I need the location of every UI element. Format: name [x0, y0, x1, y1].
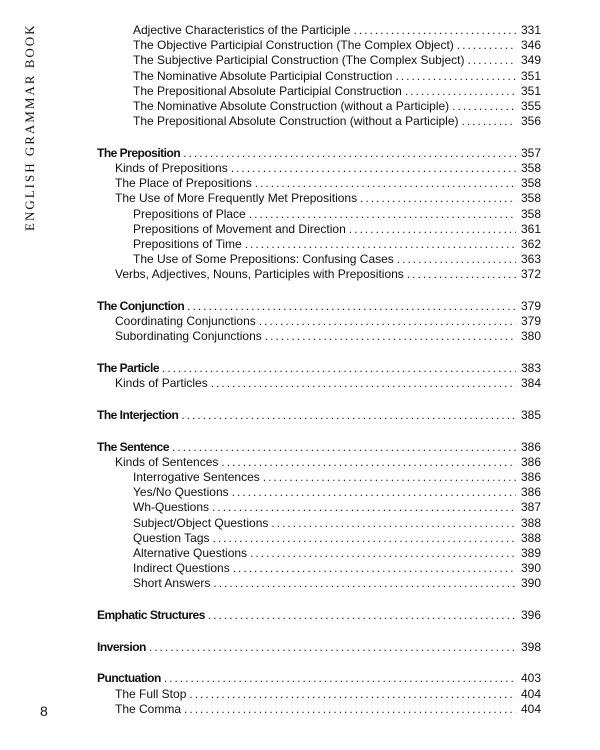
toc-entry-page: 331 [520, 23, 541, 37]
toc-entry-title: Kinds of Particles [115, 376, 208, 391]
toc-entry [97, 329, 541, 344]
toc-entry-page: 390 [520, 576, 541, 591]
dot-leader [360, 191, 516, 206]
toc-entry-page: 361 [520, 221, 541, 236]
toc-entry-page: 386 [520, 470, 541, 484]
dot-leader [189, 687, 516, 702]
toc-entry-title: The Conjunction [97, 299, 185, 313]
toc-entry-title: Verbs, Adjectives, Nouns, Participles with Prepositions [115, 267, 404, 282]
dot-leader [255, 176, 516, 191]
dot-leader [457, 38, 516, 53]
toc-entry-title: Question Tags [133, 530, 210, 545]
toc-entry-title: Yes/No Questions [133, 485, 229, 500]
toc-entry-page: 372 [520, 267, 541, 282]
toc-entry [97, 470, 541, 485]
dot-leader [353, 23, 516, 38]
toc-entry [97, 546, 541, 561]
toc-entry [97, 84, 541, 99]
toc-entry-page: 357 [520, 145, 541, 160]
toc-entry [97, 207, 541, 222]
toc-entry [97, 53, 541, 68]
dot-leader [462, 114, 517, 129]
toc-chapter-entry [97, 671, 541, 686]
dot-leader [221, 455, 516, 470]
dot-leader [259, 314, 516, 329]
toc-entry-page: 389 [520, 545, 541, 560]
dot-leader [395, 69, 516, 84]
dot-leader [213, 576, 516, 591]
toc-entry-page: 388 [520, 515, 541, 530]
toc-entry-title: Inversion [97, 639, 146, 654]
toc-entry-page: 358 [520, 176, 541, 191]
toc-entry [97, 191, 541, 206]
toc-chapter-entry [97, 361, 541, 376]
toc-entry [97, 516, 541, 531]
toc-entry-page: 387 [520, 500, 541, 515]
toc-chapter-entry [97, 299, 541, 314]
toc-entry-page: 390 [520, 561, 541, 576]
toc-entry-title: Punctuation [97, 671, 161, 686]
toc-entry-page: 379 [520, 314, 541, 329]
toc-entry [97, 222, 541, 237]
toc-entry-title: The Prepositional Absolute Construction (without a Participle) [133, 114, 459, 129]
toc-entry-page: 358 [520, 161, 541, 175]
toc-entry-page: 383 [520, 361, 541, 376]
toc-chapter-entry [97, 440, 541, 455]
toc-entry [97, 687, 541, 702]
toc-entry [97, 99, 541, 114]
toc-entry [97, 23, 541, 38]
toc-entry-page: 403 [520, 671, 541, 686]
toc-entry [97, 455, 541, 470]
running-head-book-title: ENGLISH GRAMMAR BOOK [22, 23, 37, 231]
toc-entry [97, 376, 541, 391]
toc-entry [97, 114, 541, 129]
toc-entry-page: 396 [520, 608, 541, 622]
toc-entry [97, 252, 541, 267]
toc-entry-title: Subordinating Conjunctions [115, 329, 262, 344]
toc-entry [97, 237, 541, 252]
toc-entry-title: Prepositions of Place [133, 206, 246, 221]
toc-entry-page: 386 [520, 454, 541, 469]
toc-entry-page: 385 [520, 407, 541, 422]
toc-entry-title: The Place of Prepositions [115, 176, 252, 191]
toc-entry-title: The Nominative Absolute Construction (without a Participle) [133, 98, 450, 113]
toc-chapter-entry [97, 608, 541, 623]
dot-leader [467, 53, 516, 68]
toc-entry-page: 386 [520, 485, 541, 500]
toc-entry-page: 379 [520, 299, 541, 313]
dot-leader [184, 702, 516, 717]
toc-entry [97, 531, 541, 546]
dot-leader [181, 408, 516, 423]
dot-leader [405, 84, 516, 99]
toc-entry-title: Kinds of Sentences [115, 454, 219, 469]
toc-chapter-entry [97, 408, 541, 423]
toc-entry [97, 161, 541, 176]
toc-entry-title: The Subjective Participial Construction (The Complex Subject) [133, 53, 465, 68]
toc-entry-page: 388 [520, 530, 541, 545]
toc-entry [97, 176, 541, 191]
dot-leader [397, 252, 516, 267]
dot-leader [211, 376, 516, 391]
toc-entry [97, 576, 541, 591]
dot-leader [231, 161, 516, 176]
dot-leader [232, 485, 516, 500]
toc-entry-page: 384 [520, 376, 541, 391]
toc-entry-title: Short Answers [133, 576, 211, 591]
toc-entry-title: Adjective Characteristics of the Participle [133, 23, 351, 37]
dot-leader [452, 99, 516, 114]
dot-leader [250, 546, 516, 561]
toc-entry [97, 69, 541, 84]
toc-entry-page: 362 [520, 236, 541, 251]
toc-entry-title: The Use of Some Prepositions: Confusing Cases [133, 252, 394, 267]
toc-entry-page: 358 [520, 206, 541, 221]
dot-leader [265, 329, 516, 344]
toc-entry-page: 356 [520, 114, 541, 129]
toc-entry-title: The Sentence [97, 439, 170, 454]
dot-leader [183, 146, 516, 161]
toc-entry-page: 355 [520, 98, 541, 113]
dot-leader [213, 531, 517, 546]
toc-entry-page: 404 [520, 701, 541, 716]
toc-entry-page: 351 [520, 83, 541, 98]
toc-entry-title: Wh-Questions [133, 500, 210, 515]
toc-entry-title: Emphatic Structures [97, 608, 205, 622]
toc-entry-page: 380 [520, 329, 541, 344]
toc-entry-title: The Interjection [97, 407, 179, 422]
toc-entry [97, 485, 541, 500]
toc-entry-title: Indirect Questions [133, 561, 230, 576]
toc-entry-title: Prepositions of Movement and Direction [133, 221, 346, 236]
table-of-contents [97, 23, 541, 717]
toc-entry-title: The Use of More Frequently Met Prepositions [115, 191, 358, 206]
dot-leader [407, 267, 516, 282]
toc-entry-page: 363 [520, 252, 541, 267]
dot-leader [271, 516, 516, 531]
toc-entry [97, 267, 541, 282]
toc-entry-title: Kinds of Prepositions [115, 161, 228, 175]
dot-leader [212, 500, 516, 515]
toc-entry-title: Alternative Questions [133, 545, 248, 560]
page-number: 8 [40, 703, 48, 719]
toc-entry [97, 561, 541, 576]
dot-leader [208, 608, 516, 623]
toc-entry-title: The Full Stop [115, 686, 187, 701]
toc-entry-title: The Objective Participial Construction (The Complex Object) [133, 38, 454, 53]
toc-entry-title: Coordinating Conjunctions [115, 314, 256, 329]
toc-entry-page: 349 [520, 53, 541, 68]
dot-leader [233, 561, 516, 576]
toc-entry-page: 386 [520, 439, 541, 454]
dot-leader [172, 440, 516, 455]
toc-entry [97, 500, 541, 515]
dot-leader [249, 207, 516, 222]
toc-entry-page: 351 [520, 68, 541, 83]
toc-entry-page: 358 [520, 191, 541, 206]
toc-entry [97, 702, 541, 717]
dot-leader [162, 361, 516, 376]
toc-entry-title: The Comma [115, 701, 182, 716]
dot-leader [149, 640, 516, 655]
toc-entry-page: 404 [520, 686, 541, 701]
toc-entry-title: The Preposition [97, 145, 181, 160]
toc-entry-title: The Particle [97, 361, 160, 376]
dot-leader [245, 237, 516, 252]
toc-entry-title: Prepositions of Time [133, 236, 242, 251]
toc-entry-title: The Prepositional Absolute Participial Construction [133, 83, 402, 98]
toc-entry-title: Interrogative Sentences [133, 470, 260, 484]
toc-entry-page: 346 [520, 38, 541, 53]
toc-entry-title: Subject/Object Questions [133, 515, 269, 530]
dot-leader [164, 671, 516, 686]
toc-entry-page: 398 [520, 639, 541, 654]
dot-leader [349, 222, 516, 237]
toc-entry [97, 38, 541, 53]
dot-leader [187, 299, 516, 314]
toc-entry [97, 314, 541, 329]
toc-entry-title: The Nominative Absolute Participial Construction [133, 68, 393, 83]
toc-chapter-entry [97, 640, 541, 655]
dot-leader [263, 470, 516, 485]
toc-chapter-entry [97, 146, 541, 161]
